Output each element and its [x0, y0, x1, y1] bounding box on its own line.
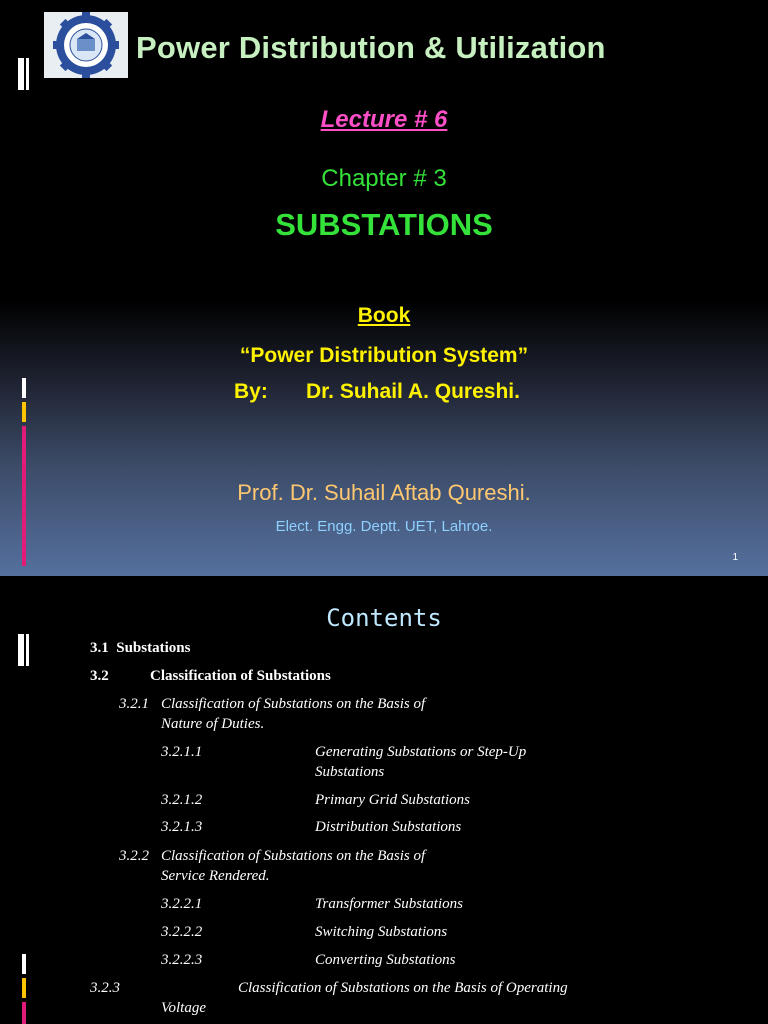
accent-bar	[22, 426, 26, 566]
accent-bar	[22, 378, 26, 398]
accent-bar	[22, 1002, 26, 1024]
chapter-topic: SUBSTATIONS	[275, 207, 493, 242]
toc-title-3-2-1-3: Distribution Substations	[315, 819, 462, 835]
university-logo	[44, 12, 128, 78]
toc-title-3-2-2-2: Switching Substations	[315, 924, 448, 940]
toc-title-3-2-3-line2: Voltage	[161, 1000, 206, 1016]
toc-number-3-2: 3.2	[90, 668, 109, 684]
toc-title-3-2-1-line1: Classification of Substations on the Basis of	[161, 696, 426, 712]
toc-number-3-2-1: 3.2.1	[119, 696, 149, 712]
by-label: By:	[234, 380, 268, 403]
book-author-line	[234, 380, 520, 404]
accent-bar	[26, 634, 29, 666]
toc-number-3-2-2-3: 3.2.2.3	[161, 952, 203, 968]
toc-title-3-2-2-1: Transformer Substations	[315, 896, 463, 912]
toc-title-3-2-2-3: Converting Substations	[315, 952, 456, 968]
contents-slide	[0, 576, 768, 1024]
toc-number-3-2-2-2: 3.2.2.2	[161, 924, 203, 940]
course-title: Power Distribution & Utilization	[136, 30, 606, 65]
toc-number-3-2-1-3: 3.2.1.3	[161, 819, 203, 835]
slide-number: 1	[732, 552, 738, 563]
toc-number: 3.1	[90, 640, 109, 656]
toc-title-3-2-1-1-line1: Generating Substations or Step-Up	[315, 744, 527, 760]
university-seal-icon	[44, 12, 128, 78]
toc-title-3-2-3-line1: Classification of Substations on the Basis of Operating	[238, 980, 568, 996]
book-title: “Power Distribution System”	[239, 344, 529, 367]
accent-bar	[22, 954, 26, 974]
toc-number-3-2-2: 3.2.2	[119, 848, 149, 864]
accent-bar	[22, 402, 26, 422]
accent-bar	[18, 634, 24, 666]
accent-bar	[22, 978, 26, 998]
toc-number-3-2-1-1: 3.2.1.1	[161, 744, 203, 760]
toc-number-3-2-3: 3.2.3	[90, 980, 120, 996]
toc-title-3-2: Classification of Substations	[150, 668, 331, 684]
toc-entry-3-1	[90, 640, 190, 657]
toc-title-3-2-1-line2: Nature of Duties.	[161, 716, 265, 732]
book-author: Dr. Suhail A. Qureshi.	[306, 380, 520, 403]
lecture-number: Lecture # 6	[320, 106, 448, 133]
toc-title-3-2-1-2: Primary Grid Substations	[315, 792, 471, 808]
accent-bar	[26, 58, 29, 90]
toc-title-3-2-2-line2: Service Rendered.	[161, 868, 270, 884]
toc-title: Substations	[116, 640, 191, 656]
contents-heading: Contents	[326, 604, 442, 632]
toc-title-3-2-2-line1: Classification of Substations on the Basis of	[161, 848, 426, 864]
presenter-department: Elect. Engg. Deptt. UET, Lahroe.	[275, 518, 493, 535]
chapter-number: Chapter # 3	[321, 165, 447, 192]
accent-bar	[18, 58, 24, 90]
presenter-name: Prof. Dr. Suhail Aftab Qureshi.	[237, 480, 531, 505]
toc-number-3-2-1-2: 3.2.1.2	[161, 792, 203, 808]
book-heading: Book	[357, 304, 411, 327]
toc-number-3-2-2-1: 3.2.2.1	[161, 896, 203, 912]
toc-title-3-2-1-1-line2: Substations	[315, 764, 385, 780]
